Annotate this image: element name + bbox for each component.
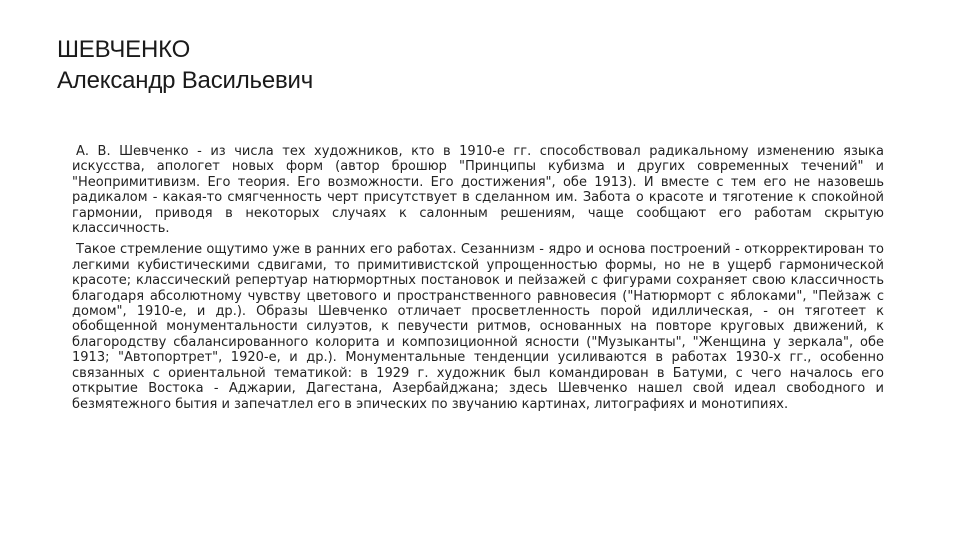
title-given-names: Александр Васильевич <box>57 67 314 94</box>
slide-body <box>72 144 884 418</box>
paragraph-early-works: Такое стремление ощутимо уже в ранних его работах. Сезаннизм - ядро и основа построений - откорректирован то легкими кубистическими сдвигами, то примитивистской упрощенностью формы, но не в ущерб гармонической красоте; классический репертуар натюрмортных постановок и пейзажей с фигурами сохраняет свою классичность благодаря абсолютному чувству цветового и пространственного равновесия ("Натюрморт с яблоками", "Пейзаж с домом", 1910-е, и др.). Образы Шевченко отличает просветленность порой идиллическая, - он тяготеет к обобщенной монументальности силуэтов, к певучести ритмов, основанных на повторе круговых движений, к благородству сбалансированного колорита и композиционной ясности ("Музыканты", "Женщина у зеркала", обе 1913; "Автопортрет", 1920-е, и др.). Монументальные тенденции усиливаются в работах 1930-х гг., особенно связанных с ориентальной тематикой: в 1929 г. художник был командирован в Батуми, с чего началось его открытие Востока - Аджарии, Дагестана, Азербайджана; здесь Шевченко нашел свой идеал свободного и безмятежного бытия и запечатлел его в эпических по звучанию картинах, литографиях и монотипиях. <box>72 242 884 412</box>
slide-title <box>57 34 757 96</box>
title-surname: ШЕВЧЕНКО <box>57 36 191 63</box>
paragraph-intro: А. В. Шевченко - из числа тех художников, кто в 1910-е гг. способствовал радикальному изменению языка искусства, апологет новых форм (автор брошюр "Принципы кубизма и других современных течений" и "Неопримитивизм. Его теория. Его возможности. Его достижения", обе 1913). И вместе с тем его не назовешь радикалом - какая-то смягченность черт присутствует в сделанном им. Забота о красоте и тяготение к спокойной гармонии, приводя в некоторых случаях к салонным решениям, чаще сообщают его работам скрытую классичность. <box>72 144 884 237</box>
